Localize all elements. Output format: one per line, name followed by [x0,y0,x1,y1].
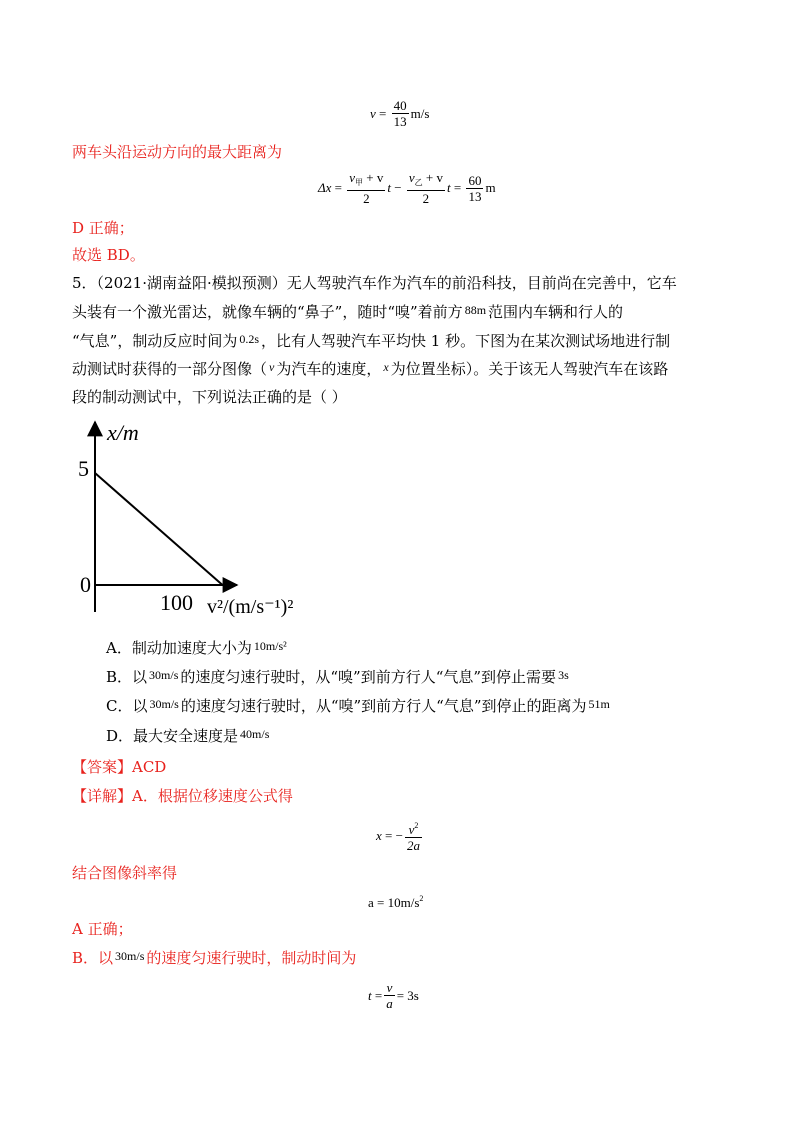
d-correct-text: D 正确； [72,219,134,237]
q2-b: 范围内车辆和行人的 [488,303,624,321]
q3-a: “气息”，制动反应时间为 [72,332,238,350]
eq-dx-f2-sub: 乙 [414,178,423,187]
equation-delta-x: Δx = $\frac{v_甲 + v}{2}$ t − $\frac{v_乙 + v}{2}$ t = $\frac{60}{13}$ m [318,170,496,206]
eq-dx-t2: t [446,180,451,195]
option-c-value2: 51m [588,697,610,711]
y-tick-label: 5 [78,456,89,481]
max-distance-text: 两车头沿运动方向的最大距离为 [72,143,283,161]
question-line-2 [72,301,623,324]
eq-v-num: 40 [393,98,407,113]
eq-dx-frac1 [347,170,385,206]
question-line-1: 5．（2021·湖南益阳·模拟预测）无人驾驶汽车作为汽车的前沿科技，目前尚在完善中，它车 [72,274,677,292]
option-c-pre: C．以 [106,697,148,715]
q4-x: x [383,360,389,374]
eq-dx-f1-plus-v: + v [366,170,384,185]
b-line-post: 的速度匀速行驶时，制动时间为 [146,949,357,967]
option-c-value1: 30m/s [149,697,179,711]
eq-x-eq: = − [385,827,403,843]
option-b-value1: 30m/s [149,668,179,682]
eq-dx-frac2 [407,170,445,206]
option-a [106,637,289,660]
eq-v-den: 13 [393,114,407,129]
equation-t [368,980,419,1011]
a-correct-text: A 正确； [72,920,133,938]
x-axis-label: v²/(m/s⁻¹)² [207,596,294,618]
q3-value: 0.2s [239,332,260,346]
eq-dx-f3-num: 60 [468,172,482,188]
eq-dx-f1-den: 2 [363,191,370,206]
q3-b: ，比有人驾驶汽车平均快 1 秒。下图为在某次测试场地进行制 [261,332,671,350]
choose-bd-text: 故选 BD。 [72,246,145,264]
eq-dx-f3-den: 13 [468,188,482,204]
eq-t-eq1: = [374,987,383,1003]
option-d-pre: D．最大安全速度是 [106,727,239,745]
y-axis-label: x/m [107,420,139,445]
eq-x-num: v [408,822,415,837]
eq-dx-f2-plus-v: + v [425,170,443,185]
eq-dx-lhs: Δx [318,180,332,195]
eq-x-fraction [405,818,422,853]
b-line-pre: B．以 [72,949,114,967]
eq-x-num-sup: 2 [414,821,419,830]
eq-t-eq2: = 3s [396,987,419,1003]
q2-value: 88m [464,303,487,317]
eq-dx-f1-v: v [349,170,356,185]
option-c-mid: 的速度匀速行驶时，从“嗅”到前方行人“气息”到停止的距离为 [180,697,587,715]
eq-t-num: v [384,980,395,996]
option-b [106,666,571,689]
eq-t-den: a [386,996,393,1011]
eq-a-text: a = 10m/s [368,895,420,910]
eq-v-unit: m/s [410,105,430,121]
combine-text: 结合图像斜率得 [72,864,178,882]
option-b-pre: B．以 [106,668,148,686]
x-tick-label: 100 [160,590,193,615]
answer-text: 【答案】ACD [72,758,167,776]
b-line-value: 30m/s [115,949,145,963]
option-b-mid: 的速度匀速行驶时，从“嗅”到前方行人“气息”到停止需要 [180,668,557,686]
data-line [95,473,223,585]
eq-a-sup: 2 [419,894,424,903]
q4-a: 动测试时获得的一部分图像（ [72,360,268,378]
eq-dx-f2-den: 2 [422,191,430,206]
question-line-4 [72,358,668,381]
q2-a: 头装有一个激光雷达，就像车辆的“鼻子”，随时“嗅”着前方 [72,303,463,321]
q4-b: 为汽车的速度， [276,360,382,378]
question-line-3 [72,330,670,353]
eq-dx-f1-sub: 甲 [355,178,364,187]
eq-t-fraction [384,980,395,1011]
option-b-value2: 3s [558,668,569,682]
detail-text: 【详解】A．根据位移速度公式得 [72,787,293,805]
q4-v: v [269,360,275,374]
equation-v: v = $\frac{40}{13}$ m/s [370,98,430,129]
q4-c: 为位置坐标）。关于该无人驾驶汽车在该路 [390,360,669,378]
eq-x-lhs: x [376,827,382,843]
origin-label: 0 [80,572,91,597]
eq-v-fraction [392,98,409,129]
eq-x-den: 2a [406,838,420,853]
eq-dx-frac3 [466,173,483,204]
b-explain-line [72,947,356,970]
question-line-5: 段的制动测试中，下列说法正确的是（ ） [72,388,347,406]
option-c [106,695,612,718]
eq-t-lhs: t [368,987,372,1003]
equation-a [368,894,423,911]
eq-dx-t1: t [387,180,391,195]
option-d [106,725,271,748]
xv2-graph [72,420,294,620]
option-a-text: A．制动加速度大小为 [106,639,252,657]
option-a-value: 10m/s² [253,639,287,653]
eq-dx-f2-v: v [408,170,415,185]
eq-v-lhs: v [370,105,376,121]
option-d-value: 40m/s [240,727,270,741]
equation-x [376,818,424,853]
eq-dx-unit: m [485,180,496,195]
eq-dx-minus: − [394,180,402,195]
